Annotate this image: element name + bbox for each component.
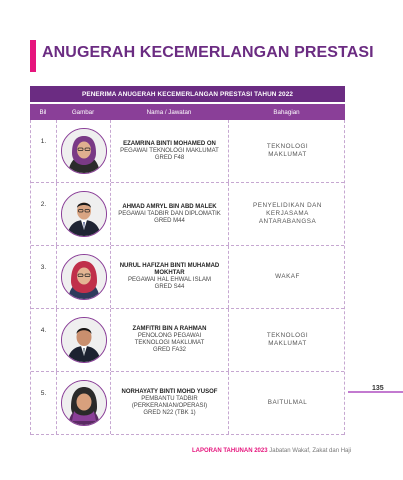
photo-cell [57, 372, 111, 434]
position-line: PEMBANTU TADBIR [141, 396, 198, 402]
position-line: GRED M44 [154, 217, 185, 224]
header-nama: Nama / Jawatan [146, 108, 192, 116]
recipient-name: EZAMRINA BINTI MOHAMED ON [123, 140, 216, 147]
department-line: TEKNOLOGI [266, 143, 309, 150]
position-line: GRED FA32 [152, 347, 186, 353]
position-line: PEGAWAI TEKNOLOGI MAKLUMAT [120, 147, 219, 154]
table-row [31, 309, 344, 372]
name-position-cell [111, 372, 229, 434]
table-row [31, 120, 344, 183]
department-cell [229, 246, 346, 308]
department-line: TEKNOLOGI [266, 332, 309, 339]
position-line: PEGAWAI TADBIR DAN DIPLOMATIK [118, 210, 221, 217]
award-table [30, 86, 345, 434]
row-number: 4. [31, 309, 57, 371]
row-number: 2. [31, 183, 57, 245]
table-header [30, 104, 345, 120]
page-title: ANUGERAH KECEMERLANGAN PRESTASI [42, 44, 374, 61]
department-line: MAKLUMAT [268, 340, 307, 347]
photo-cell [57, 309, 111, 371]
department-cell [229, 309, 346, 371]
department-line: ANTARABANGSA [258, 218, 317, 225]
header-bahagian: Bahagian [273, 108, 300, 116]
footer-report-title: LAPORAN TAHUNAN 2023 [192, 448, 270, 454]
table-caption: PENERIMA ANUGERAH KECEMERLANGAN PRESTASI TAHUN 2022 [30, 86, 345, 102]
table-row [31, 246, 344, 309]
name-position-cell [111, 120, 229, 182]
department-line: KERJASAMA [266, 210, 309, 217]
footer [192, 448, 351, 454]
header-bil: Bil [39, 108, 47, 116]
name-position-cell [111, 183, 229, 245]
photo-cell [57, 183, 111, 245]
recipient-name-cont: MOKHTAR [154, 270, 185, 276]
photo-cell [57, 120, 111, 182]
photo-cell [57, 246, 111, 308]
department-line: BAITULMAL [267, 399, 308, 406]
position-line: GRED S44 [154, 284, 185, 290]
recipient-name: ZAMFITRI BIN A RAHMAN [132, 326, 207, 332]
department-line: WAKAF [275, 273, 300, 280]
department-cell [229, 372, 346, 434]
portrait-photo [61, 128, 107, 174]
position-line: TEKNOLOGI MAKLUMAT [134, 340, 205, 346]
position-line: PENOLONG PEGAWAI [137, 333, 202, 339]
department-cell [229, 120, 346, 182]
portrait-photo [61, 254, 107, 300]
header-gambar: Gambar [71, 108, 95, 116]
row-number: 5. [31, 372, 57, 434]
name-position-cell [111, 309, 229, 371]
position-line: GRED F48 [154, 154, 185, 161]
position-line: PEGAWAI HAL EHWAL ISLAM [128, 277, 211, 283]
portrait-photo [61, 380, 107, 426]
portrait-photo [61, 317, 107, 363]
department-line: PENYELIDIKAN DAN [253, 202, 322, 209]
recipient-name: AHMAD AMRYL BIN ABD MALEK [122, 203, 217, 210]
table-row [31, 183, 344, 246]
title-accent-bar [30, 40, 36, 72]
position-line: GRED N22 (TBK 1) [143, 410, 196, 416]
recipient-name: NURUL HAFIZAH BINTI MUHAMAD [119, 263, 220, 269]
table-row [31, 372, 344, 435]
footer-organisation: Jabatan Wakaf, Zakat dan Haji [269, 448, 352, 454]
page-number: 135 [372, 385, 384, 392]
department-cell [229, 183, 346, 245]
department-line: MAKLUMAT [268, 151, 307, 158]
row-number: 3. [31, 246, 57, 308]
name-position-cell [111, 246, 229, 308]
portrait-photo [61, 191, 107, 237]
position-line: (PERKERANIAN/OPERASI) [131, 403, 208, 409]
recipient-name: NORHAYATY BINTI MOHD YUSOF [121, 389, 218, 395]
row-number: 1. [31, 120, 57, 182]
